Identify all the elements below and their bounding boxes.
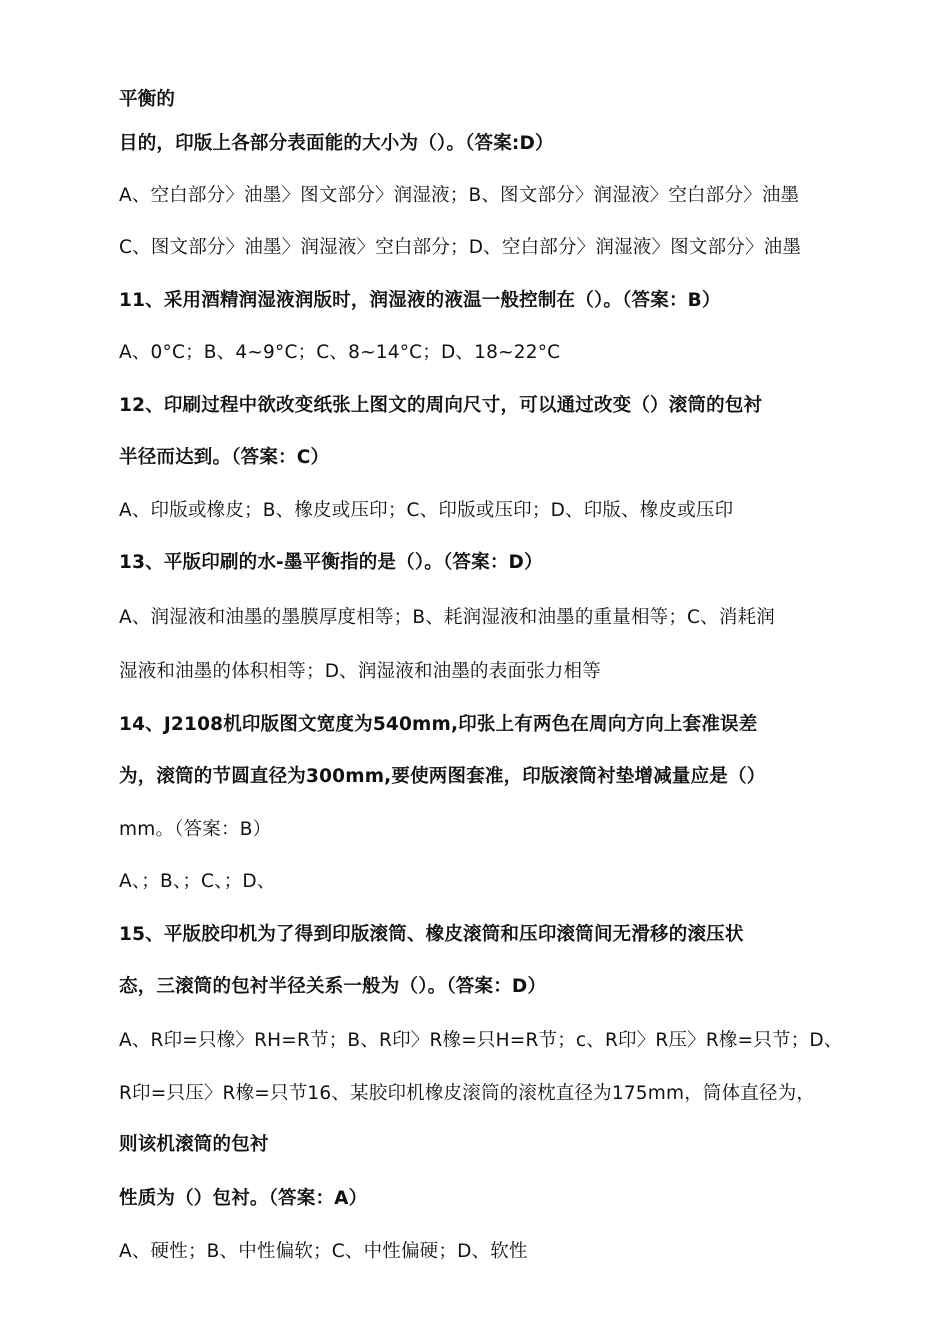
- text-line: A、；B、；C、；D、: [119, 871, 276, 892]
- text-line: A、硬性；B、中性偏软；C、中性偏硬；D、软性: [119, 1241, 528, 1262]
- text-line: 14、J2108机印版图文宽度为540mm,印张上有两色在周向方向上套准误差: [119, 714, 758, 735]
- text-line: A、0°C；B、4~9°C；C、8~14°C；D、18~22°C: [119, 342, 561, 363]
- text-line: 15、平版胶印机为了得到印版滚筒、橡皮滚筒和压印滚筒间无滑移的滚压状: [119, 924, 744, 945]
- text-line: A、印版或橡皮；B、橡皮或压印；C、印版或压印；D、印版、橡皮或压印: [119, 500, 734, 521]
- text-line: A、润湿液和油墨的墨膜厚度相等；B、耗润湿液和油墨的重量相等；C、消耗润: [119, 607, 775, 628]
- text-line: 湿液和油墨的体积相等；D、润湿液和油墨的表面张力相等: [119, 661, 601, 682]
- text-line: 为，滚筒的节圆直径为300mm,要使两图套准，印版滚筒衬垫增减量应是（）: [119, 766, 766, 787]
- text-line: 半径而达到。（答案：C）: [119, 447, 330, 468]
- text-line: mm。（答案：B）: [119, 819, 272, 840]
- text-line: C、图文部分〉油墨〉润湿液〉空白部分；D、空白部分〉润湿液〉图文部分〉油墨: [119, 237, 802, 258]
- text-line: 平衡的: [119, 89, 176, 110]
- text-line: 性质为（）包衬。（答案：A）: [119, 1188, 368, 1209]
- text-line: 13、平版印刷的水-墨平衡指的是（）。（答案：D）: [119, 552, 543, 573]
- text-line: 12、印刷过程中欲改变纸张上图文的周向尺寸，可以通过改变（）滚筒的包衬: [119, 395, 763, 416]
- text-line: A、空白部分〉油墨〉图文部分〉润湿液；B、图文部分〉润湿液〉空白部分〉油墨: [119, 185, 800, 206]
- text-line: 则该机滚筒的包衬: [119, 1134, 269, 1155]
- text-line: 11、采用酒精润湿液润版时，润湿液的液温一般控制在（）。（答案：B）: [119, 290, 721, 311]
- text-line: 目的，印版上各部分表面能的大小为（）。（答案:D）: [119, 133, 554, 154]
- text-line: A、R印=只橡〉RH=R节；B、R印〉R橡=只H=R节；c、R印〉R压〉R橡=只节；D、: [119, 1030, 843, 1051]
- text-line: 态，三滚筒的包衬半径关系一般为（）。（答案：D）: [119, 976, 547, 997]
- text-line: R印=只压〉R橡=只节16、某胶印机橡皮滚筒的滚枕直径为175mm，筒体直径为，: [119, 1083, 816, 1104]
